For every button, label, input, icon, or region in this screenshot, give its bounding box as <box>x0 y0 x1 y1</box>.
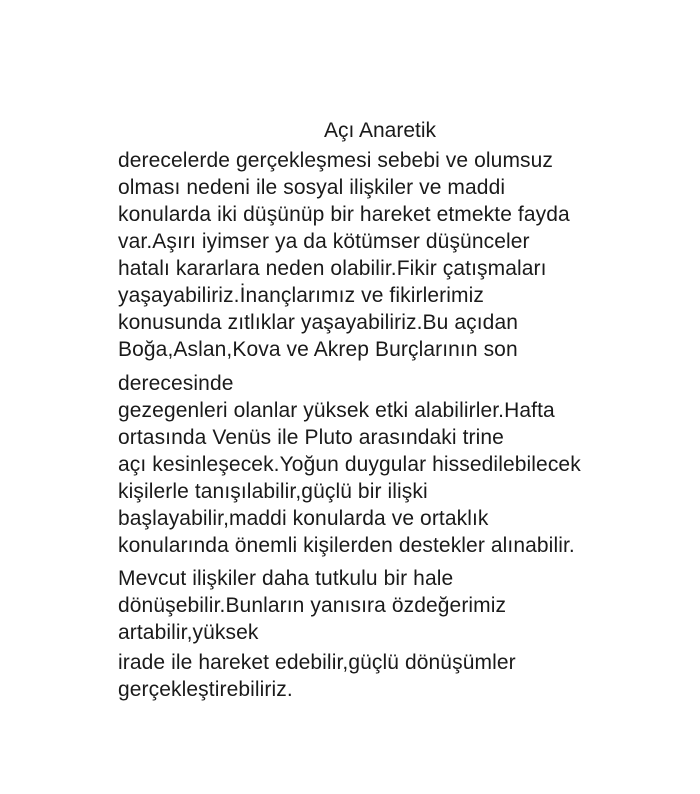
text-line: derecesinde <box>118 372 234 395</box>
text-line: konularında önemli kişilerden destekler alınabilir. <box>118 534 575 557</box>
document-title: Açı Anaretik <box>323 119 437 142</box>
text-line: irade ile hareket edebilir,güçlü dönüşümler <box>118 651 516 674</box>
text-line: açı kesinleşecek.Yoğun duygular hissedilebilecek <box>118 453 581 476</box>
text-line: var.Aşırı iyimser ya da kötümser düşünceler <box>118 230 530 253</box>
text-line: Mevcut ilişkiler daha tutkulu bir hale <box>118 567 454 590</box>
text-line: artabilir,yüksek <box>118 621 259 644</box>
text-line: dönüşebilir.Bunların yanısıra özdeğerimiz <box>118 594 507 617</box>
text-line: konusunda zıtlıklar yaşayabiliriz.Bu açıdan <box>118 311 519 334</box>
text-line: konularda iki düşünüp bir hareket etmekte fayda <box>118 203 570 226</box>
text-line: gerçekleştirebiliriz. <box>118 678 293 701</box>
text-line: Boğa,Aslan,Kova ve Akrep Burçlarının son <box>118 338 518 361</box>
text-line: yaşayabiliriz.İnançlarımız ve fikirlerimiz <box>118 284 484 307</box>
text-line: olması nedeni ile sosyal ilişkiler ve maddi <box>118 176 506 199</box>
text-line: ortasında Venüs ile Pluto arasındaki trine <box>118 426 504 449</box>
text-line: başlayabilir,maddi konularda ve ortaklık <box>118 507 489 530</box>
text-line: derecelerde gerçekleşmesi sebebi ve olumsuz <box>118 149 554 172</box>
text-line: gezegenleri olanlar yüksek etki alabilirler.Hafta <box>118 399 555 422</box>
text-line: kişilerle tanışılabilir,güçlü bir ilişki <box>118 480 428 503</box>
text-line: hatalı kararlara neden olabilir.Fikir çatışmaları <box>118 257 547 280</box>
